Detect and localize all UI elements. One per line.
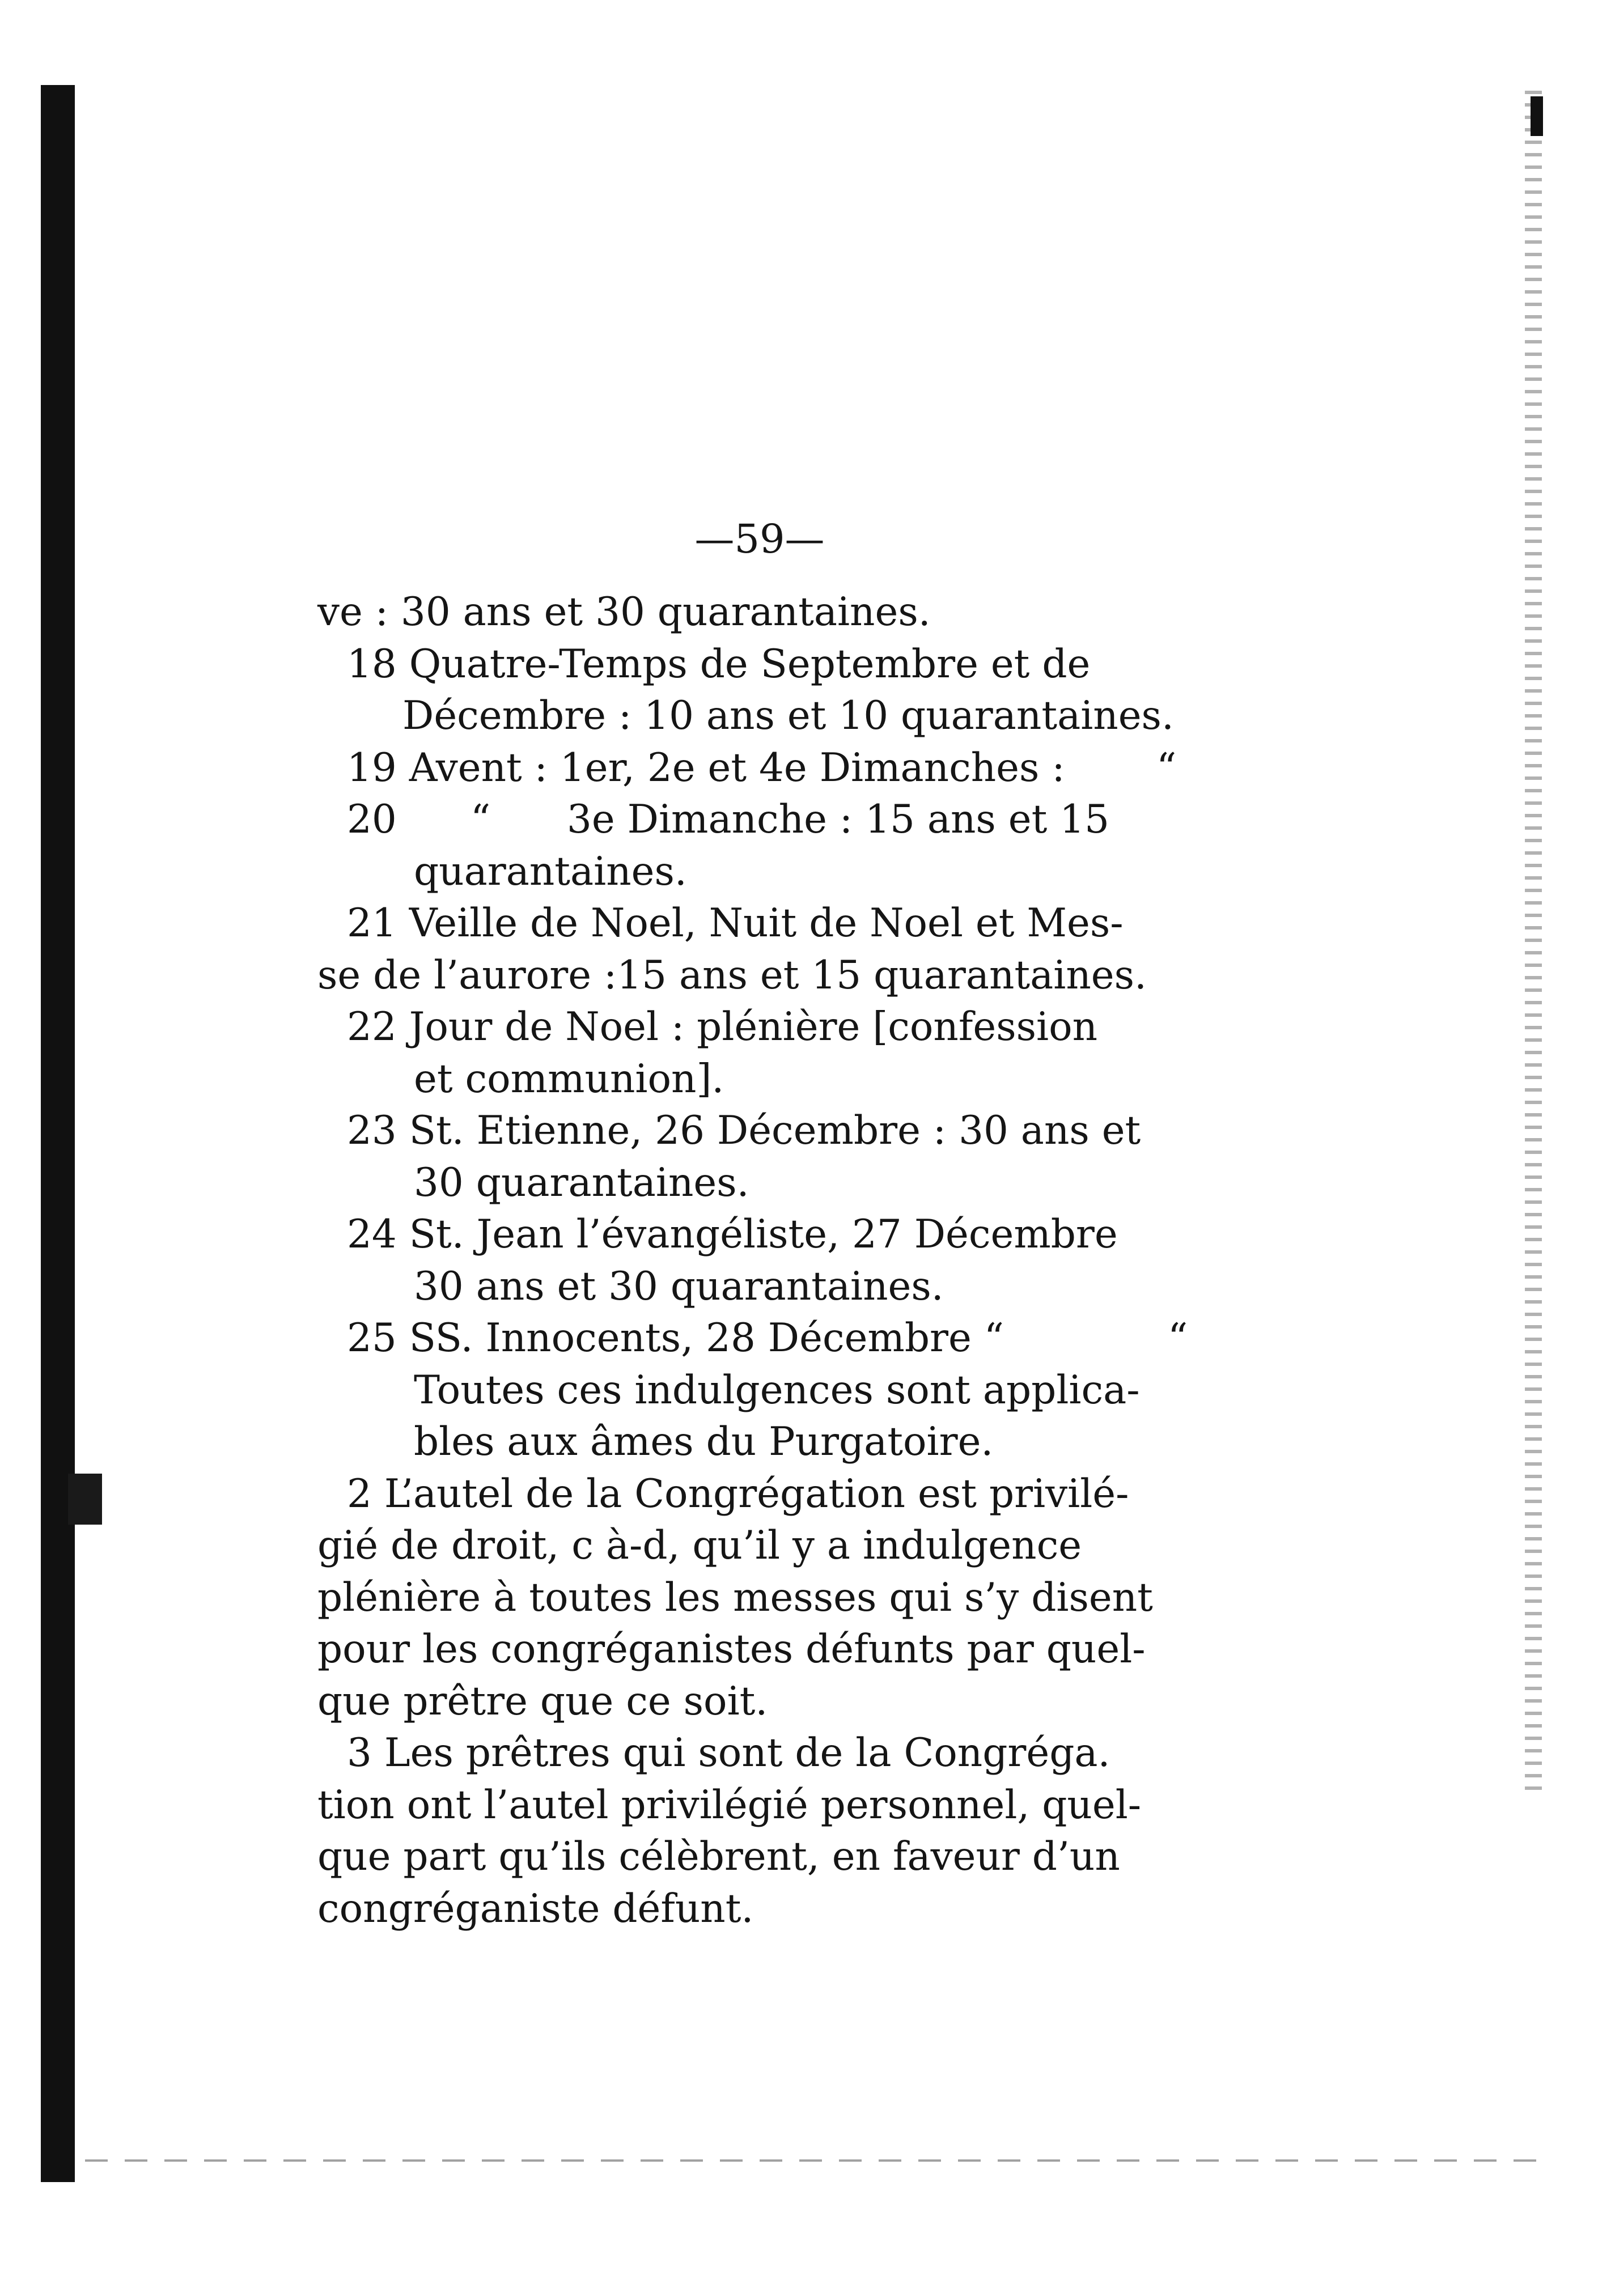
text-block [317, 587, 1202, 1935]
line-number: 20 [347, 797, 397, 842]
text-line: 30 ans et 30 quarantaines. [414, 1263, 944, 1309]
binding-mark [68, 1474, 102, 1525]
page-number: —59— [694, 516, 825, 562]
text-line: pour les congréganistes défunts par quel- [317, 1627, 1146, 1672]
text-line: 23 St. Etienne, 26 Décembre : 30 ans et [347, 1108, 1141, 1153]
right-page-edge [1525, 91, 1542, 1791]
text-line: ve : 30 ans et 30 quarantaines. [317, 589, 931, 635]
text-line: 2 L’autel de la Congrégation est privilé- [347, 1471, 1129, 1517]
text-line: 3 Les prêtres qui sont de la Congréga. [347, 1730, 1110, 1776]
text-line: 21 Veille de Noel, Nuit de Noel et Mes- [347, 901, 1124, 946]
line-text: 19 Avent : 1er, 2e et 4e Dimanches : [347, 745, 1065, 791]
bottom-scan-line [85, 2159, 1542, 2162]
text-line: 22 Jour de Noel : plénière [confession [347, 1004, 1098, 1050]
text-line [317, 1313, 1202, 1365]
text-line [317, 794, 1202, 846]
ditto-mark: “ [1156, 745, 1177, 791]
text-line: que prêtre que ce soit. [317, 1678, 768, 1724]
text-line: Toutes ces indulgences sont applica- [414, 1367, 1140, 1413]
text-line: congréganiste défunt. [317, 1886, 754, 1932]
text-line: se de l’aurore :15 ans et 15 quarantaines. [317, 952, 1147, 998]
text-line: quarantaines. [414, 848, 687, 894]
ditto-mark: “ [1168, 1315, 1188, 1361]
text-line: que part qu’ils célèbrent, en faveur d’un [317, 1834, 1120, 1879]
line-text: 3e Dimanche : 15 ans et 15 [567, 797, 1110, 842]
binding-edge [41, 85, 75, 2182]
text-line [317, 742, 1202, 795]
text-line: 24 St. Jean l’évangéliste, 27 Décembre [347, 1212, 1118, 1257]
text-line: Décembre : 10 ans et 10 quarantaines. [402, 693, 1174, 739]
text-line: 30 quarantaines. [414, 1160, 749, 1206]
line-text: 25 SS. Innocents, 28 Décembre “ [347, 1315, 1004, 1361]
right-edge-notch [1531, 96, 1543, 136]
line-text: 18 Quatre-Temps de Septembre et de [347, 641, 1091, 687]
text-line: bles aux âmes du Purgatoire. [414, 1419, 994, 1465]
text-line [317, 639, 1202, 691]
text-line: et communion]. [414, 1056, 724, 1102]
text-line: tion ont l’autel privilégié personnel, quel- [317, 1782, 1142, 1828]
text-line: gié de droit, c à-d, qu’il y a indulgence [317, 1523, 1082, 1568]
ditto-mark: “ [470, 797, 491, 842]
text-line: plénière à toutes les messes qui s’y disent [317, 1574, 1153, 1620]
